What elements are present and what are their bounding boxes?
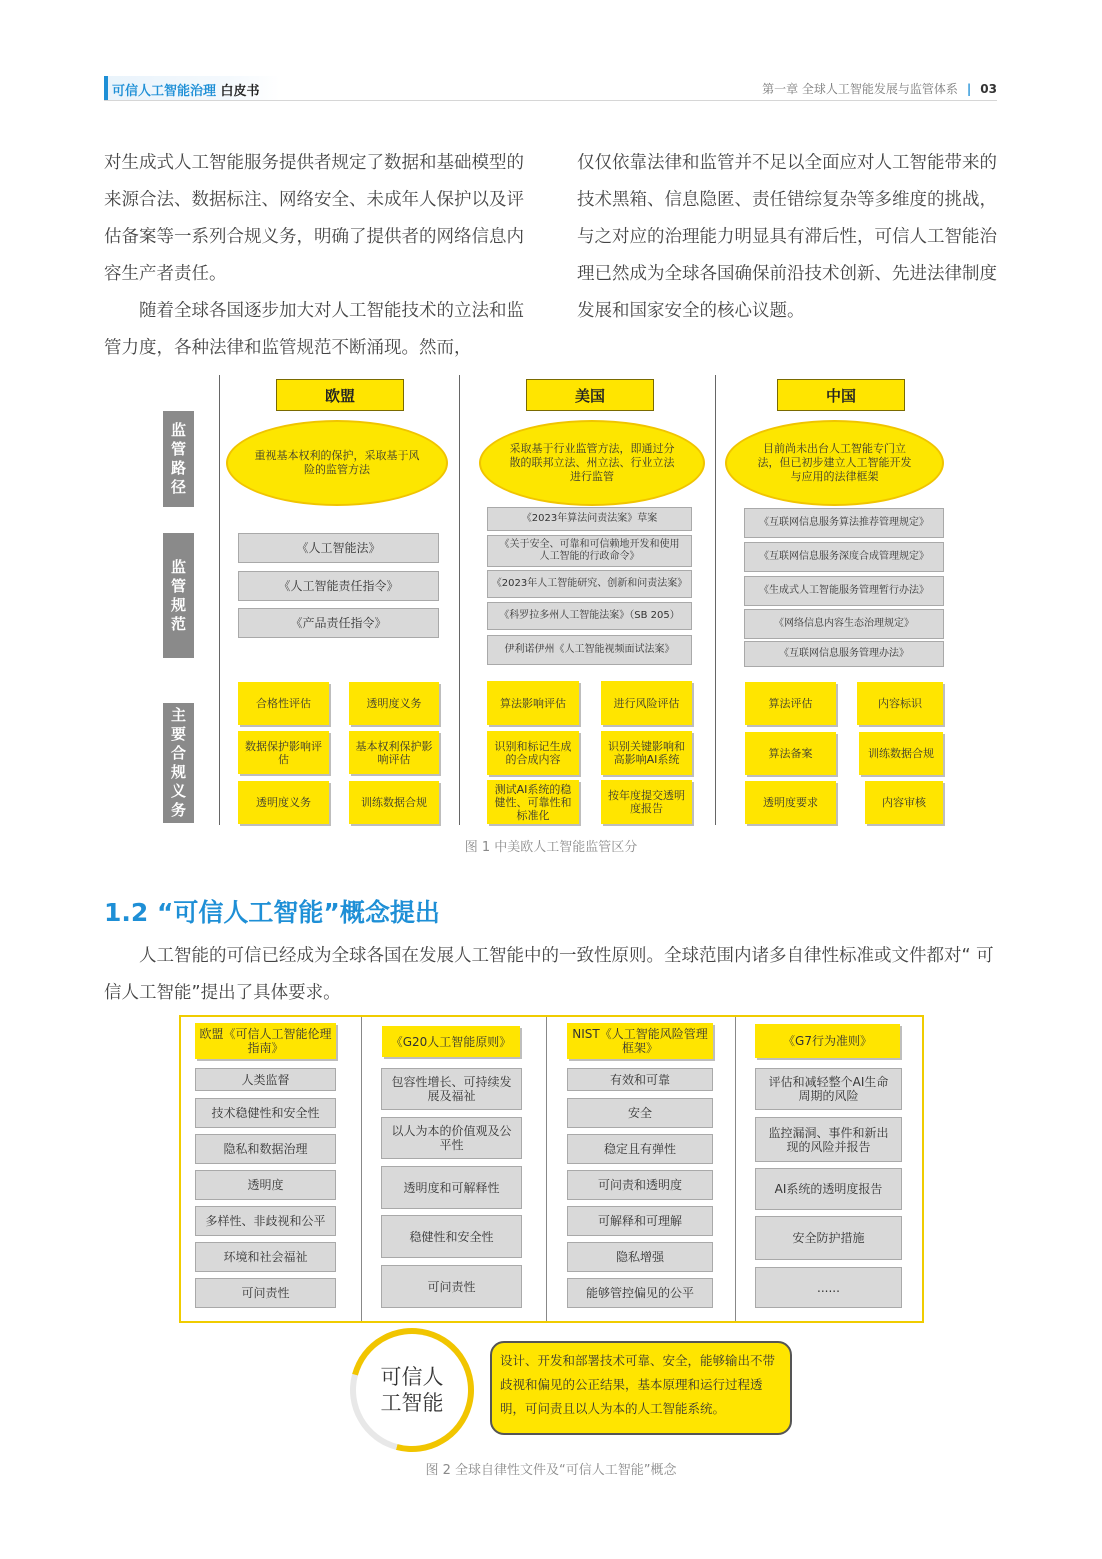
left-paragraph-1: 对生成式人工智能服务提供者规定了数据和基础模型的来源合法、数据标注、网络安全、未成年人保护以及评估备案等一系列合规义务，明确了提供者的网络信息内容生产者责任。 [104, 153, 524, 284]
eu-guideline-item: 多样性、非歧视和公平 [195, 1206, 336, 1236]
us-law-item: 《关于安全、可靠和可信赖地开发和使用人工智能的行政命令》 [487, 535, 692, 567]
eu-law-item: 《人工智能责任指令》 [238, 571, 439, 601]
cn-law-item: 《互联网信息服务深度合成管理规定》 [744, 542, 944, 572]
nist-item: 稳定且有弹性 [567, 1134, 713, 1164]
row-label-duties: 主要合规义务 [163, 703, 194, 823]
section-title: 1.2 “可信人工智能”概念提出 [104, 898, 440, 927]
us-duty-item: 算法影响评估 [487, 681, 579, 725]
g20-header: 《G20人工智能原则》 [382, 1026, 520, 1057]
g20-item: 包容性增长、可持续发展及福祉 [381, 1068, 522, 1110]
eu-guideline-header: 欧盟《可信人工智能伦理指南》 [195, 1023, 336, 1059]
g7-item: 评估和减轻整个AI生命周期的风险 [755, 1068, 902, 1110]
doc-title: 可信人工智能治理 白皮书 [112, 84, 260, 99]
cn-duty-item: 内容审核 [865, 781, 943, 824]
figure-1-caption: 图 1 中美欧人工智能监管区分 [464, 840, 638, 855]
us-duty-item: 测试AI系统的稳健性、可靠性和标准化 [487, 780, 579, 824]
g7-item: 监控漏洞、事件和新出现的风险并报告 [755, 1117, 902, 1162]
eu-guideline-item: 环境和社会福祉 [195, 1242, 336, 1272]
us-law-item: 《科罗拉多州人工智能法案》（SB 205） [487, 602, 692, 630]
g7-item: AI系统的透明度报告 [755, 1168, 902, 1210]
eu-guideline-item: 透明度 [195, 1170, 336, 1200]
f2-divider [546, 1017, 547, 1321]
nist-item: 隐私增强 [567, 1242, 713, 1272]
divider-3 [715, 375, 716, 825]
cn-duty-item: 透明度要求 [745, 781, 836, 824]
g20-item: 以人为本的价值观及公平性 [381, 1117, 522, 1159]
nist-item: 有效和可靠 [567, 1068, 713, 1091]
g20-item: 可问责性 [381, 1265, 522, 1308]
eu-duty-item: 基本权利保护影响评估 [349, 731, 439, 774]
us-law-item: 《2023年算法问责法案》草案 [487, 507, 692, 531]
left-column [104, 145, 524, 367]
us-duty-item: 进行风险评估 [601, 681, 692, 725]
eu-duty-item: 合格性评估 [238, 682, 329, 725]
eu-duty-item: 透明度义务 [238, 781, 329, 824]
eu-guideline-item: 技术稳健性和安全性 [195, 1098, 336, 1128]
cn-duty-item: 算法评估 [745, 682, 836, 725]
nist-header: NIST《人工智能风险管理框架》 [567, 1023, 713, 1059]
region-eu: 欧盟 [276, 379, 404, 411]
region-us: 美国 [526, 379, 654, 411]
eu-duty-item: 训练数据合规 [349, 781, 439, 824]
f2-divider [361, 1017, 362, 1321]
nist-item: 可解释和可理解 [567, 1206, 713, 1236]
g7-header: 《G7行为准则》 [755, 1024, 900, 1058]
us-law-item: 伊利诺伊州《人工智能视频面试法案》 [487, 635, 692, 665]
row-label-path: 监管路径 [163, 411, 194, 507]
cn-law-item: 《网络信息内容生态治理规定》 [744, 609, 944, 639]
concept-label: 可信人工智能 [380, 1365, 444, 1415]
eu-law-item: 《产品责任指令》 [238, 608, 439, 638]
f2-divider [735, 1017, 736, 1321]
region-cn: 中国 [777, 379, 905, 411]
cn-duty-item: 算法备案 [745, 732, 836, 775]
cn-law-item: 《生成式人工智能服务管理暂行办法》 [744, 576, 944, 606]
concept-definition: 设计、开发和部署技术可靠、安全，能够输出不带歧视和偏见的公正结果，基本原理和运行过程透明，可问责且以人为本的人工智能系统。 [490, 1341, 792, 1435]
left-paragraph-2: 随着全球各国逐步加大对人工智能技术的立法和监管力度，各种法律和监管规范不断涌现。然而， [104, 301, 524, 358]
us-duty-item: 识别和标记生成的合成内容 [487, 731, 579, 775]
nist-item: 可问责和透明度 [567, 1170, 713, 1200]
divider-2 [459, 375, 460, 825]
cn-duty-item: 内容标识 [857, 682, 943, 725]
page-number: 03 [980, 82, 997, 96]
approach-us: 采取基于行业监管方法，即通过分散的联邦立法、州立法、行业立法进行监管 [479, 420, 705, 506]
cn-law-item: 《互联网信息服务算法推荐管理规定》 [744, 508, 944, 538]
us-duty-item: 识别关键影响和高影响AI系统 [601, 731, 692, 775]
row-label-norms: 监管规范 [163, 533, 194, 658]
eu-duty-item: 透明度义务 [349, 682, 439, 725]
section-paragraph: 人工智能的可信已经成为全球各国在发展人工智能中的一致性原则。全球范围内诸多自律性标准或文件都对“ 可信人工智能”提出了具体要求。 [104, 946, 994, 1003]
approach-cn: 目前尚未出台人工智能专门立法，但已初步建立人工智能开发与应用的法律框架 [725, 420, 944, 506]
cn-duty-item: 训练数据合规 [859, 732, 943, 775]
cn-law-item: 《互联网信息服务管理办法》 [744, 641, 944, 667]
eu-guideline-item: 隐私和数据治理 [195, 1134, 336, 1164]
eu-law-item: 《人工智能法》 [238, 533, 439, 563]
header-accent-bar [104, 76, 108, 100]
g7-item: ...... [755, 1267, 902, 1308]
g20-item: 稳健性和安全性 [381, 1215, 522, 1258]
g20-item: 透明度和可解释性 [381, 1166, 522, 1209]
us-law-item: 《2023年人工智能研究、创新和问责法案》 [487, 570, 692, 598]
us-duty-item: 按年度提交透明度报告 [601, 780, 692, 824]
header-divider [104, 100, 997, 101]
g7-item: 安全防护措施 [755, 1216, 902, 1260]
right-column [577, 145, 997, 330]
figure-2-caption: 图 2 全球自律性文件及“可信人工智能”概念 [425, 1463, 677, 1478]
right-paragraph-1: 仅仅依靠法律和监管并不足以全面应对人工智能带来的技术黑箱、信息隐匿、责任错综复杂等多维度的挑战，与之对应的治理能力明显具有滞后性，可信人工智能治理已然成为全球各国确保前沿技术创新、先进法律制度发展和国家安全的核心议题。 [577, 153, 997, 321]
eu-duty-item: 数据保护影响评估 [238, 731, 329, 774]
eu-guideline-item: 可问责性 [195, 1278, 336, 1308]
divider-1 [219, 375, 220, 825]
chapter-header: 第一章 全球人工智能发展与监管体系 | 03 [762, 82, 997, 96]
approach-eu: 重视基本权利的保护，采取基于风险的监管方法 [226, 420, 448, 506]
eu-guideline-item: 人类监督 [195, 1068, 336, 1091]
nist-item: 能够管控偏见的公平 [567, 1278, 713, 1308]
nist-item: 安全 [567, 1098, 713, 1128]
